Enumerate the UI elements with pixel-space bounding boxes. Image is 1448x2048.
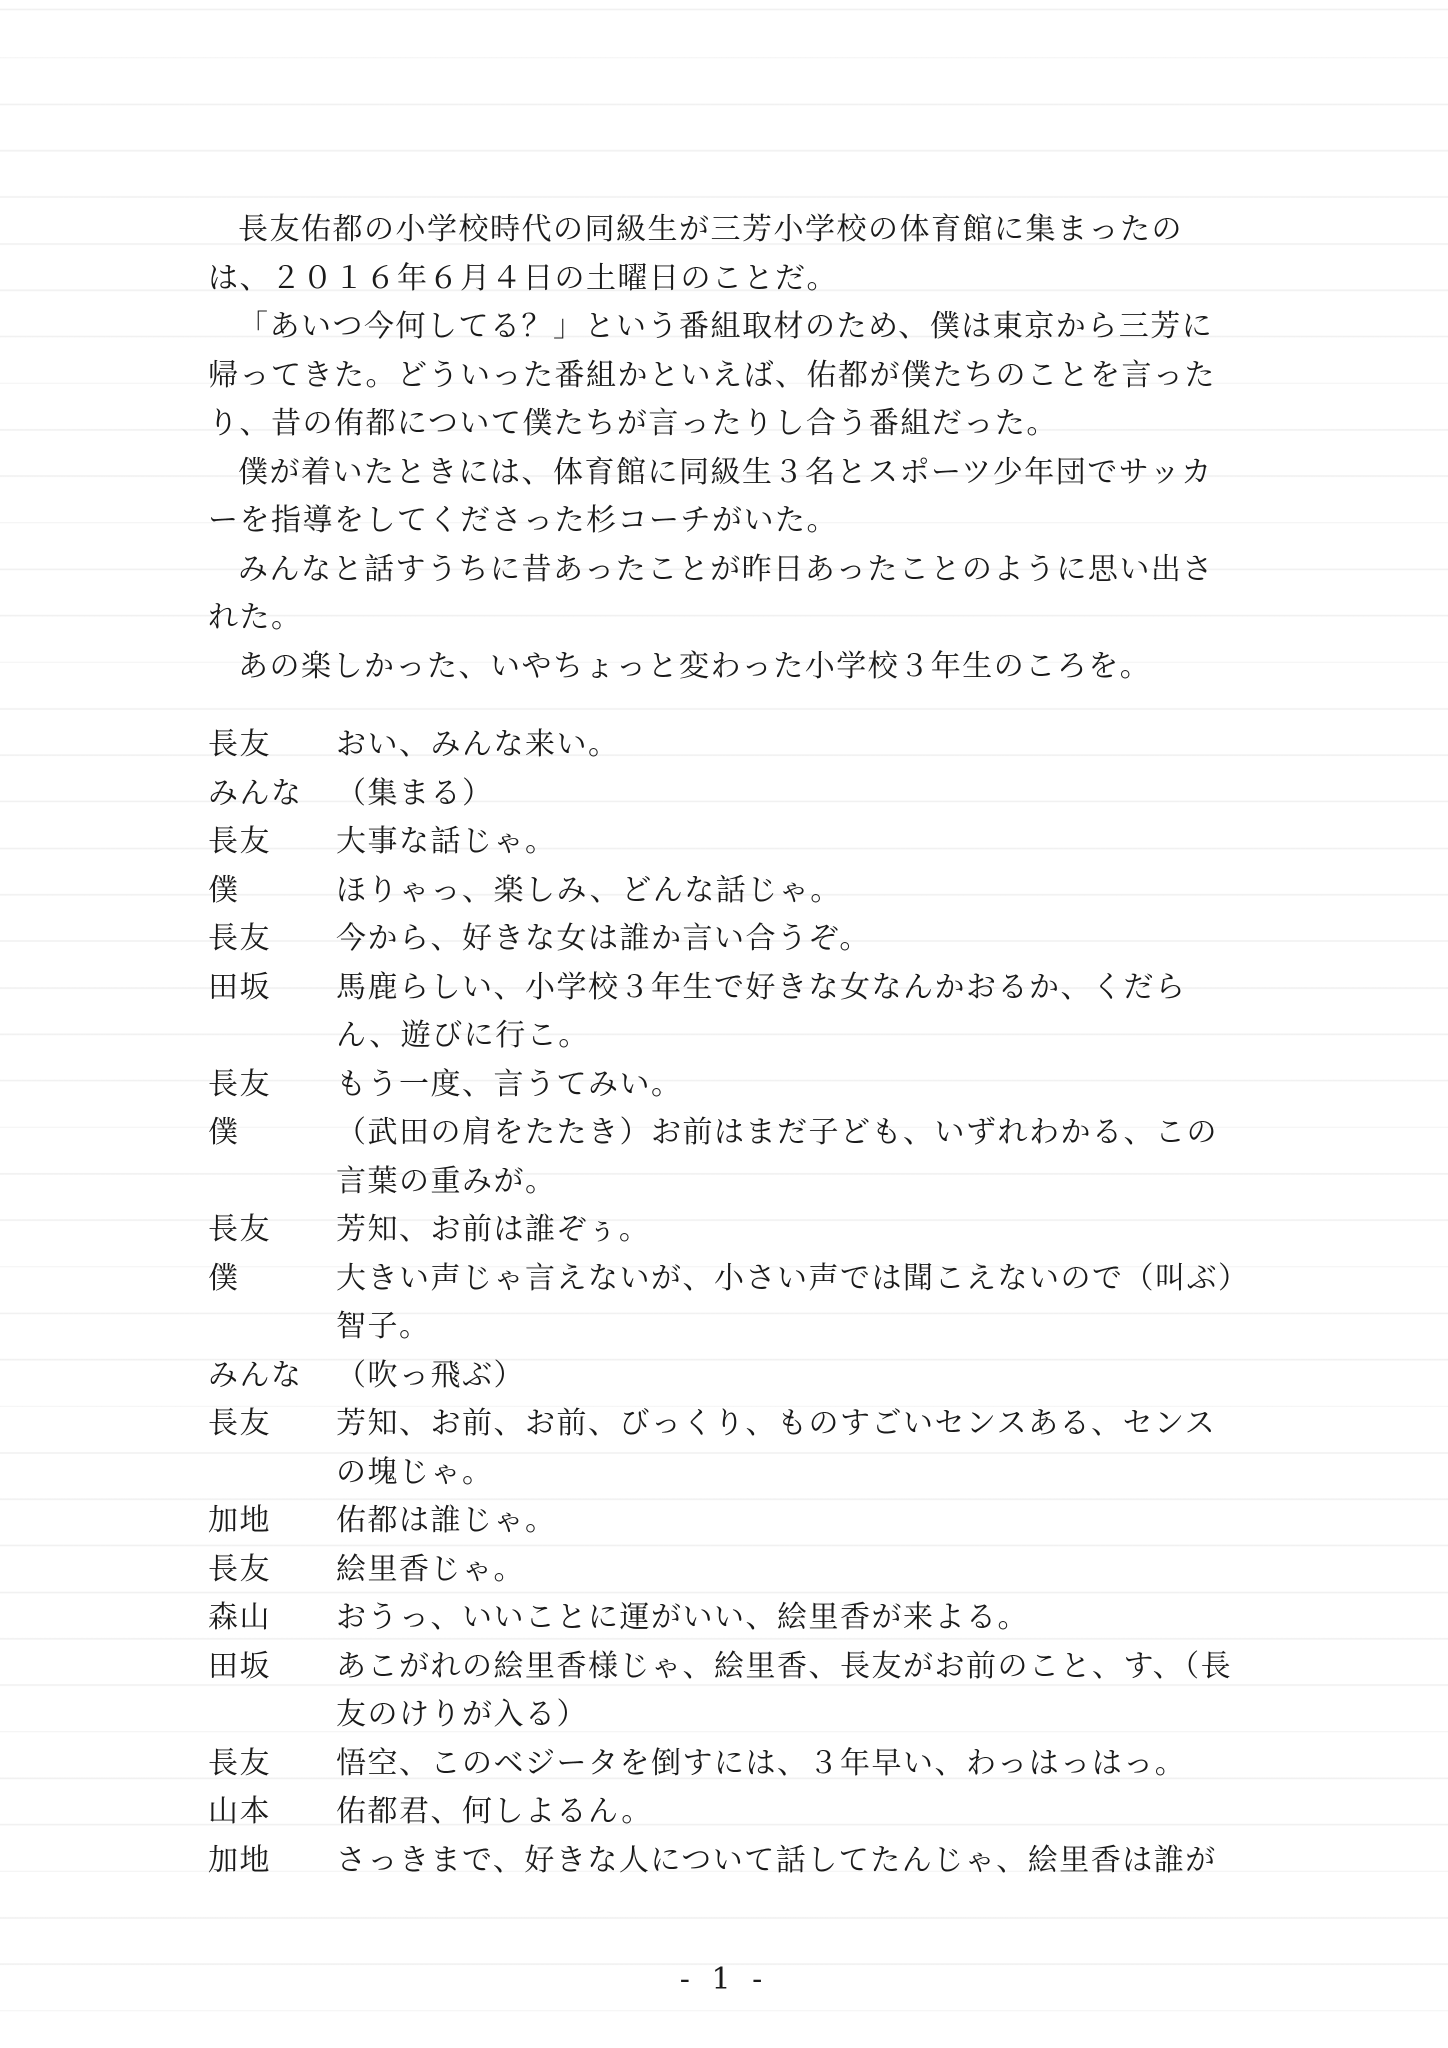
speaker-name: みんな bbox=[208, 1357, 303, 1393]
dialogue-text: 大事な話じゃ。 bbox=[336, 824, 557, 859]
speaker-name: 田坂 bbox=[208, 1648, 271, 1684]
dialogue-text: （吹っ飛ぶ） bbox=[336, 1357, 525, 1393]
script-line bbox=[208, 1497, 1238, 1546]
narration-paragraph: 僕が着いたときには、体育館に同級生３名とスポーツ少年団でサッカーを指導をしてくださった杉コーチがいた。 bbox=[208, 454, 1213, 538]
dialogue-text: さっきまで、好きな人について話してたんじゃ、絵里香は誰が bbox=[336, 1842, 1217, 1878]
speaker-name: 僕 bbox=[208, 1115, 240, 1150]
speaker-name: 長友 bbox=[208, 727, 271, 762]
dialogue-text: もう一度、言うてみい。 bbox=[336, 1066, 683, 1102]
script-line bbox=[208, 1643, 1238, 1740]
dialogue-text: 悟空、このベジータを倒すには、３年早い、わっはっはっ。 bbox=[336, 1745, 1187, 1781]
script-line bbox=[208, 915, 1238, 964]
script-line bbox=[208, 818, 1238, 867]
speaker-name: 長友 bbox=[208, 1745, 271, 1781]
speaker-name: 僕 bbox=[208, 1260, 240, 1296]
script-line bbox=[208, 964, 1238, 1061]
page-number: - 1 - bbox=[679, 1962, 769, 1997]
script-line bbox=[208, 770, 1238, 819]
narration-paragraph: 長友佑都の小学校時代の同級生が三芳小学校の体育館に集まったのは、２０１６年６月４日の土曜日のことだ。 bbox=[208, 212, 1183, 296]
speaker-name: 加地 bbox=[208, 1503, 271, 1538]
script-line bbox=[208, 1109, 1238, 1206]
script-line bbox=[208, 1061, 1238, 1110]
dialogue-text: あこがれの絵里香様じゃ、絵里香、長友がお前のこと、す、（長友のけりが入る） bbox=[336, 1648, 1233, 1732]
dialogue-text: 佑都君、何しよるん。 bbox=[336, 1794, 653, 1829]
speaker-name: みんな bbox=[208, 775, 303, 811]
speaker-name: 僕 bbox=[208, 872, 240, 908]
speaker-name: 長友 bbox=[208, 1551, 271, 1587]
script-line bbox=[208, 1546, 1238, 1595]
dialogue-script bbox=[208, 721, 1238, 1885]
script-line bbox=[208, 1837, 1238, 1886]
narration-block bbox=[208, 206, 1238, 691]
script-line bbox=[208, 1788, 1238, 1837]
script-line bbox=[208, 1400, 1238, 1497]
dialogue-text: 今から、好きな女は誰か言い合うぞ。 bbox=[336, 921, 871, 956]
speaker-name: 長友 bbox=[208, 1066, 271, 1102]
speaker-name: 森山 bbox=[208, 1600, 271, 1635]
script-line bbox=[208, 1352, 1238, 1401]
dialogue-text: （集まる） bbox=[336, 775, 494, 811]
speaker-name: 長友 bbox=[208, 1212, 271, 1247]
script-line bbox=[208, 867, 1238, 916]
dialogue-text: 芳知、お前、お前、びっくり、ものすごいセンスある、センスの塊じゃ。 bbox=[336, 1406, 1217, 1490]
narration-paragraph: みんなと話すうちに昔あったことが昨日あったことのように思い出された。 bbox=[208, 551, 1214, 635]
dialogue-text: 馬鹿らしい、小学校３年生で好きな女なんかおるか、くだらん、遊びに行こ。 bbox=[336, 969, 1187, 1053]
dialogue-text: （武田の肩をたたき）お前はまだ子ども、いずれわかる、この言葉の重みが。 bbox=[336, 1115, 1218, 1199]
speaker-name: 田坂 bbox=[208, 969, 271, 1005]
dialogue-text: 芳知、お前は誰ぞぅ。 bbox=[336, 1212, 651, 1247]
speaker-name: 長友 bbox=[208, 824, 271, 859]
speaker-name: 山本 bbox=[208, 1794, 271, 1829]
speaker-name: 加地 bbox=[208, 1842, 271, 1878]
dialogue-text: 佑都は誰じゃ。 bbox=[336, 1503, 557, 1538]
script-line bbox=[208, 1594, 1238, 1643]
dialogue-text: ほりゃっ、楽しみ、どんな話じゃ。 bbox=[336, 872, 842, 908]
dialogue-text: 大きい声じゃ言えないが、小さい声では聞こえないので（叫ぶ）智子。 bbox=[336, 1260, 1235, 1344]
script-line bbox=[208, 721, 1238, 770]
speaker-name: 長友 bbox=[208, 1406, 271, 1441]
script-line bbox=[208, 1255, 1238, 1352]
script-line bbox=[208, 1206, 1238, 1255]
dialogue-text: おい、みんな来い。 bbox=[336, 727, 620, 762]
dialogue-text: おうっ、いいことに運がいい、絵里香が来よる。 bbox=[336, 1600, 1029, 1635]
narration-paragraph: あの楽しかった、いやちょっと変わった小学校３年生のころを。 bbox=[238, 648, 1152, 684]
speaker-name: 長友 bbox=[208, 921, 271, 956]
dialogue-text: 絵里香じゃ。 bbox=[336, 1551, 525, 1587]
script-line bbox=[208, 1740, 1238, 1789]
narration-paragraph: 「あいつ今何してる？」という番組取材のため、僕は東京から三芳に帰ってきた。どういった番組かといえば、佑都が僕たちのことを言ったり、昔の侑都について僕たちが言ったりし合う番組だった。 bbox=[208, 309, 1216, 441]
